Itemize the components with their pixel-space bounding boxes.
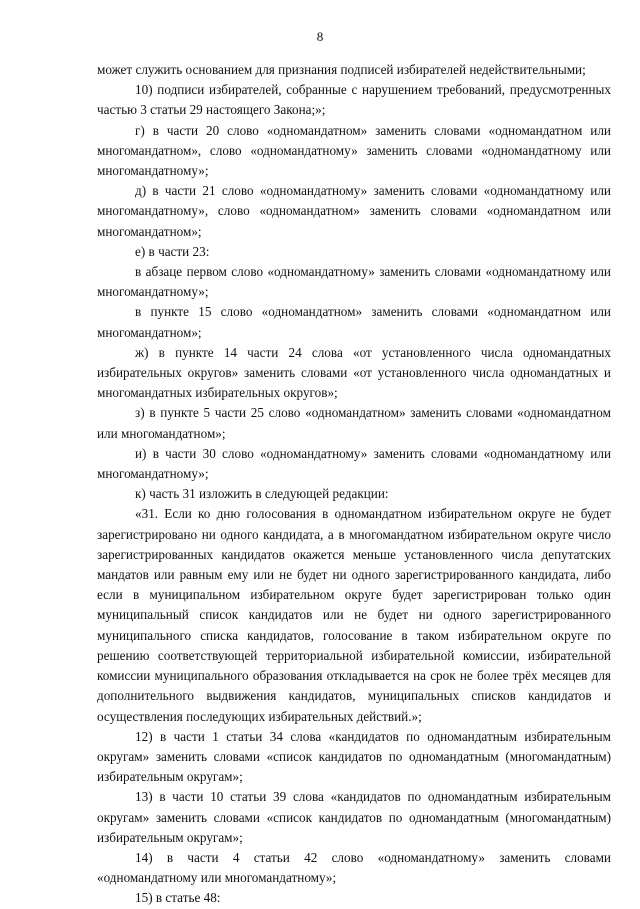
paragraph: ж) в пункте 14 части 24 слова «от установленного числа одномандатных избирательных округов» заменить словами «от установленного числа одномандатных и многомандатных избирательных округов»; [97,344,611,401]
paragraph: е) в части 23: [135,243,210,259]
paragraph: в абзаце первом слово «одномандатному» заменить словами «одномандатному или многомандатному»; [97,264,611,300]
paragraph: 14) в части 4 статьи 42 слово «одномандатному» заменить словами «одномандатному или многомандатному»; [97,849,611,886]
paragraph: может служить основанием для признания подписей избирателей недействительными; [97,62,586,77]
paragraph: 15) в статье 48: [135,890,221,906]
paragraph: в пункте 15 слово «одномандатном» заменить словами «одномандатном или многомандатном»; [97,304,611,340]
paragraph: 12) в части 1 статьи 34 слова «кандидатов по одномандатным избирательным округам» заменить словами «список кандидатов по одномандатным (многомандатным) избирательным округам»; [97,728,611,785]
paragraph: 10) подписи избирателей, собранные с нарушением требований, предусмотренных частью 3 статьи 29 настоящего Закона;»; [97,82,611,118]
paragraph: «31. Если ко дню голосования в одномандатном избирательном округе не будет зарегистрировано ни одного кандидата, а в многомандатном избирательном округе число зарегистрированных кандидатов окажется меньше установленного числа депутатских мандатов или равным ему или не будет ни одного зарегистрированного кандидата, либо если в муниципальном избирательном округе будет зарегистрирован только один муниципальный список кандидатов или не будет ни одного зарегистрированного муниципального списка кандидатов, голосование в таком избирательном округе по решению соответствующей территориальной избирательной комиссии, избирательной комиссии муниципального образования откладывается на срок не более трёх месяцев для дополнительного выдвижения кандидатов, муниципальных списков кандидатов и осуществления последующих избирательных действий.»; [97,506,611,724]
paragraph: к) часть 31 изложить в следующей редакции: [135,486,389,502]
page-number: 8 [316,29,324,44]
paragraph: з) в пункте 5 части 25 слово «одномандатном» заменить словами «одномандатном или многомандатном»; [97,405,611,441]
document-body [97,60,611,909]
paragraph: д) в части 21 слово «одномандатному» заменить словами «одномандатному или многомандатному», слово «одномандатном» заменить словами «одномандатном или многомандатном»; [97,183,611,239]
paragraph: 13) в части 10 статьи 39 слова «кандидатов по одномандатным избирательным округам» заменить словами «список кандидатов по одномандатным (многомандатным) избирательным округам»; [97,789,611,845]
paragraph: и) в части 30 слово «одномандатному» заменить словами «одномандатному или многомандатному»; [97,445,611,482]
paragraph: г) в части 20 слово «одномандатном» заменить словами «одномандатном или многомандатном», слово «одномандатному» заменить словами «одномандатному или многомандатному»; [97,122,611,179]
